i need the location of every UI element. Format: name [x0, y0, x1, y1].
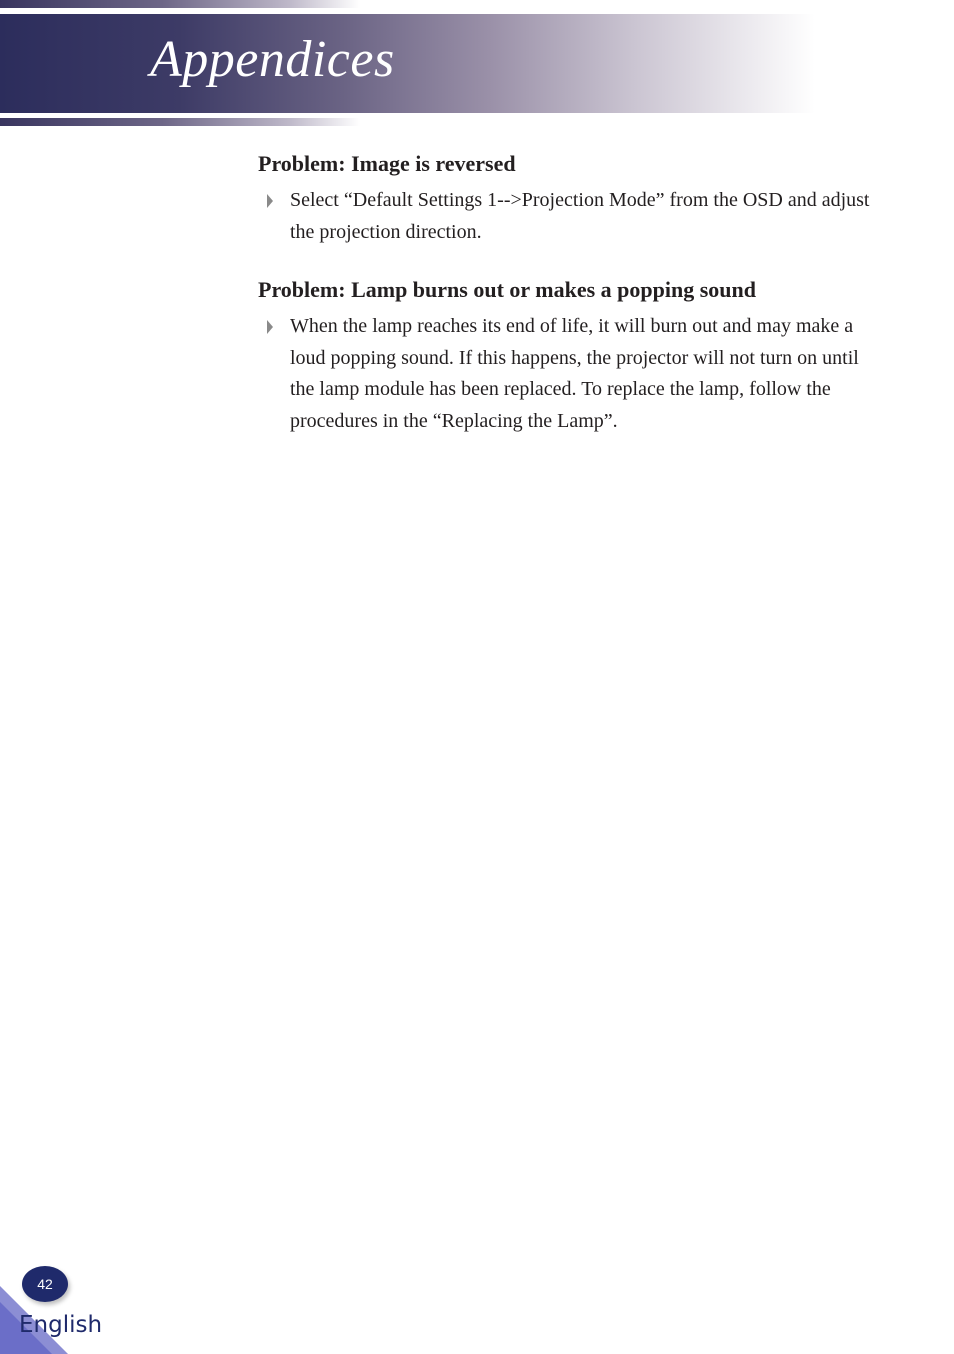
triangle-right-icon [267, 320, 273, 334]
page-title: Appendices [150, 31, 395, 88]
list-item-text: Select “Default Settings 1-->Projection Mode” from the OSD and adjust the projection direction. [290, 189, 870, 243]
section-heading: Problem: Lamp burns out or makes a popping sound [258, 277, 756, 302]
section-image-reversed [258, 150, 888, 248]
triangle-right-icon [267, 194, 273, 208]
page-number-badge: 42 [22, 1266, 68, 1302]
header-banner [0, 14, 815, 113]
section-lamp-burns-out [258, 276, 888, 437]
header-bottom-rule [0, 118, 360, 126]
list-item [258, 185, 888, 248]
header-top-rule [0, 0, 360, 8]
main-content [258, 150, 888, 465]
list-item [258, 311, 888, 437]
language-label: English [19, 1312, 103, 1338]
section-heading: Problem: Image is reversed [258, 151, 516, 176]
list-item-text: When the lamp reaches its end of life, it will burn out and may make a loud popping sound. If this happens, the projector will not turn on until the lamp module has been replaced. To replace the lamp, follow the procedures in the “Replacing the Lamp”. [290, 315, 859, 432]
